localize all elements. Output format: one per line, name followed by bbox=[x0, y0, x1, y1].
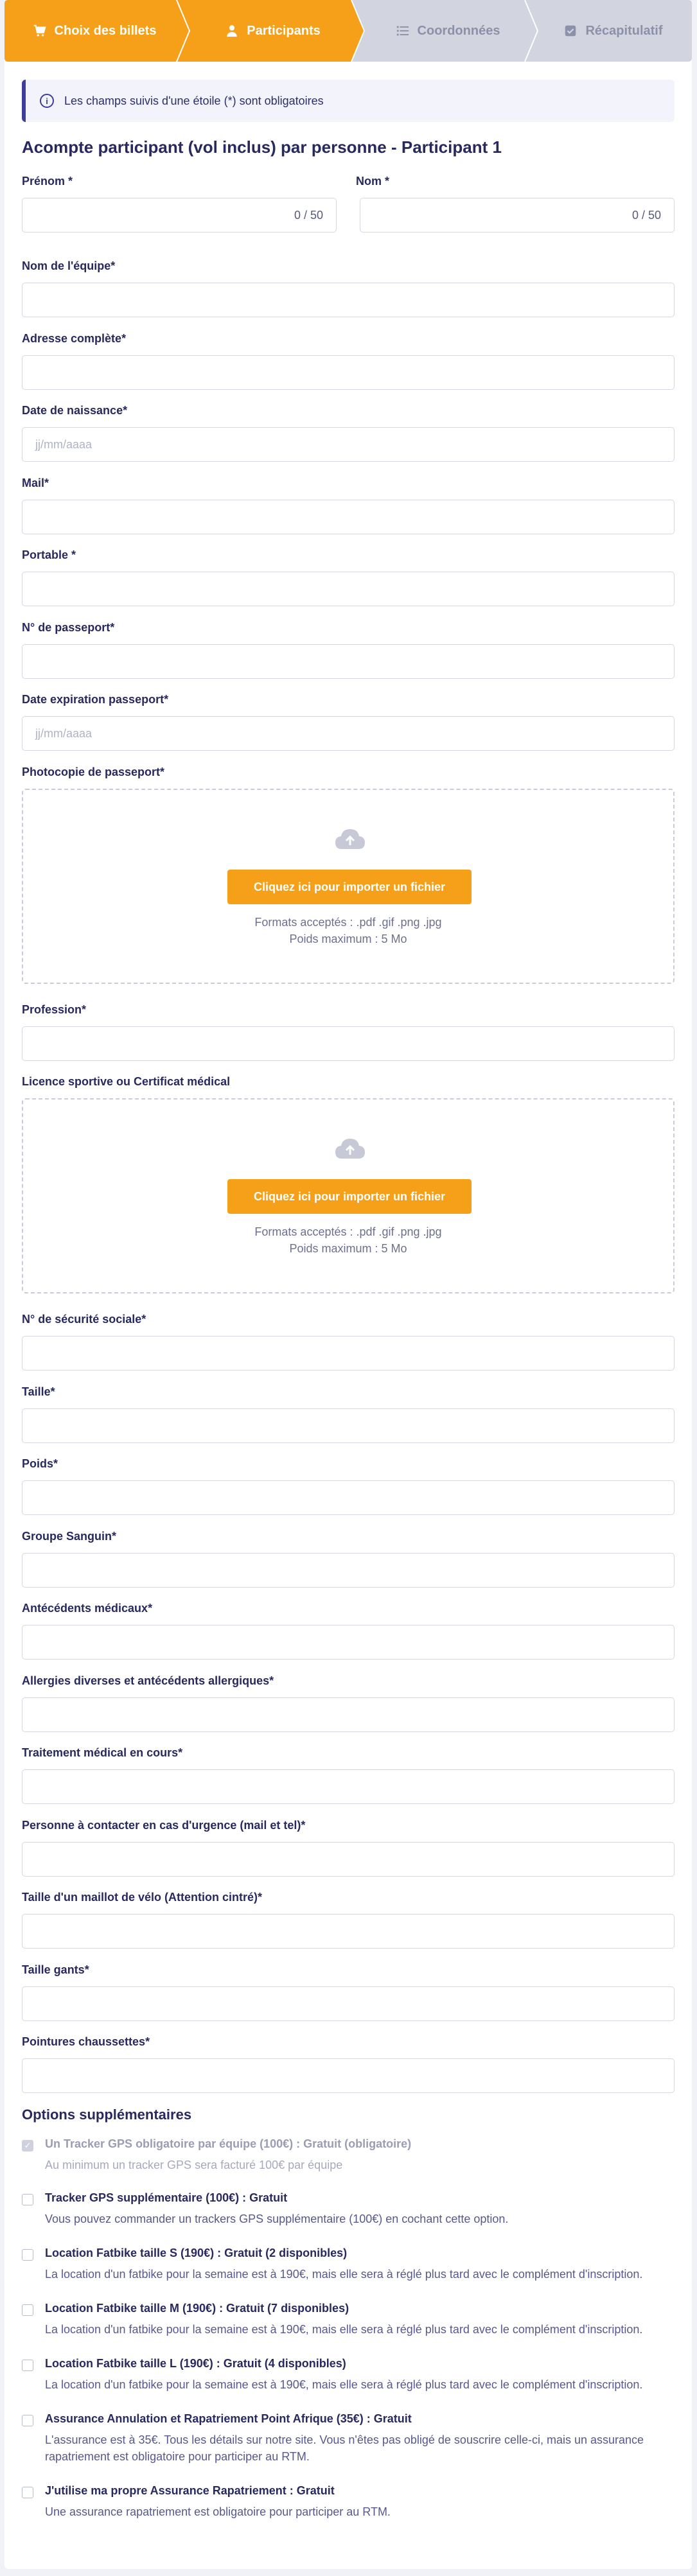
jersey-size-label: Taille d'un maillot de vélo (Attention cintré)* bbox=[22, 1891, 262, 1904]
form-card bbox=[4, 0, 692, 2569]
team-name-label: Nom de l'équipe* bbox=[22, 259, 116, 272]
team-name-input[interactable] bbox=[22, 283, 675, 317]
blood-group-label: Groupe Sanguin* bbox=[22, 1530, 117, 1543]
medical-history-input[interactable] bbox=[22, 1625, 675, 1660]
step-label: Choix des billets bbox=[54, 23, 157, 38]
passport-number-input[interactable] bbox=[22, 644, 675, 679]
option-description: La location d'un fatbike pour la semaine est à 190€, mais elle sera à réglé plus tard avec le complément d'inscription. bbox=[45, 2378, 643, 2391]
allergies-label: Allergies diverses et antécédents allergiques* bbox=[22, 1674, 274, 1687]
birthdate-label: Date de naissance* bbox=[22, 404, 128, 417]
cloud-upload-icon bbox=[334, 826, 366, 852]
passport-upload-formats: Formats acceptés : .pdf .gif .png .jpg bbox=[254, 916, 442, 929]
step-label: Récapitulatif bbox=[585, 23, 663, 38]
option-title: Tracker GPS supplémentaire (100€) : Gratuit bbox=[45, 2191, 288, 2204]
mobile-input[interactable] bbox=[22, 572, 675, 606]
step-coordonnees[interactable] bbox=[361, 0, 534, 62]
glove-size-input[interactable] bbox=[22, 1986, 675, 2021]
address-label: Adresse complète* bbox=[22, 332, 127, 345]
step-participants[interactable] bbox=[184, 0, 361, 62]
last-name-input[interactable] bbox=[360, 198, 675, 232]
first-name-label: Prénom * bbox=[22, 175, 73, 188]
last-name-label: Nom * bbox=[356, 175, 390, 188]
option-title: Location Fatbike taille L (190€) : Gratuit (4 disponibles) bbox=[45, 2357, 346, 2370]
required-notice-text: Les champs suivis d'une étoile (*) sont obligatoires bbox=[64, 94, 324, 107]
birthdate-input[interactable] bbox=[22, 427, 675, 462]
step-label: Participants bbox=[247, 23, 321, 38]
emergency-contact-input[interactable] bbox=[22, 1842, 675, 1877]
passport-expiry-label: Date expiration passeport* bbox=[22, 693, 169, 706]
social-security-input[interactable] bbox=[22, 1336, 675, 1371]
step-choix-des-billets[interactable] bbox=[4, 0, 184, 62]
blood-group-input[interactable] bbox=[22, 1553, 675, 1588]
option-checkbox[interactable] bbox=[22, 2194, 33, 2205]
last-name-counter: 0 / 50 bbox=[631, 208, 661, 222]
height-input[interactable] bbox=[22, 1408, 675, 1443]
licence-upload-button[interactable]: Cliquez ici pour importer un fichier bbox=[227, 1179, 472, 1214]
option-checkbox[interactable] bbox=[22, 2487, 33, 2498]
address-input[interactable] bbox=[22, 355, 675, 390]
option-title: J'utilise ma propre Assurance Rapatriement : Gratuit bbox=[45, 2484, 335, 2497]
profession-input[interactable] bbox=[22, 1026, 675, 1061]
option-description: La location d'un fatbike pour la semaine est à 190€, mais elle sera à réglé plus tard avec le complément d'inscription. bbox=[45, 2323, 643, 2336]
mobile-label: Portable * bbox=[22, 548, 76, 561]
cloud-upload-icon bbox=[334, 1135, 366, 1161]
option-checkbox[interactable] bbox=[22, 2360, 33, 2371]
check-square-icon bbox=[563, 24, 578, 38]
sock-size-input[interactable] bbox=[22, 2058, 675, 2093]
option-checkbox[interactable] bbox=[22, 2249, 33, 2261]
step-recapitulatif[interactable] bbox=[534, 0, 692, 62]
allergies-input[interactable] bbox=[22, 1697, 675, 1732]
option-description: Au minimum un tracker GPS sera facturé 100€ par équipe bbox=[45, 2159, 343, 2171]
passport-upload-button[interactable]: Cliquez ici pour importer un fichier bbox=[227, 870, 472, 904]
licence-upload-formats: Formats acceptés : .pdf .gif .png .jpg bbox=[254, 1225, 442, 1238]
sock-size-label: Pointures chaussettes* bbox=[22, 2035, 150, 2048]
option-description: L'assurance est à 35€. Tous les détails sur notre site. Vous n'êtes pas obligé de souscrire celle-ci, mais un assurance rapatriement est obligatoire pour participer au RTM. bbox=[45, 2433, 644, 2463]
licence-upload-max: Poids maximum : 5 Mo bbox=[289, 1242, 407, 1255]
option-title: Assurance Annulation et Rapatriement Point Afrique (35€) : Gratuit bbox=[45, 2412, 412, 2425]
required-notice bbox=[22, 80, 675, 122]
stepper bbox=[4, 0, 692, 62]
passport-expiry-placeholder: jj/mm/aaaa bbox=[35, 726, 93, 740]
user-icon bbox=[225, 24, 239, 38]
birthdate-placeholder: jj/mm/aaaa bbox=[35, 437, 93, 451]
mail-label: Mail* bbox=[22, 477, 49, 489]
cart-icon bbox=[33, 24, 47, 38]
list-icon bbox=[396, 24, 410, 38]
passport-expiry-input[interactable] bbox=[22, 716, 675, 751]
jersey-size-input[interactable] bbox=[22, 1914, 675, 1949]
option-checkbox[interactable] bbox=[22, 2304, 33, 2316]
passport-number-label: N° de passeport* bbox=[22, 621, 115, 634]
weight-label: Poids* bbox=[22, 1457, 58, 1470]
emergency-contact-label: Personne à contacter en cas d'urgence (mail et tel)* bbox=[22, 1819, 306, 1832]
info-icon: i bbox=[40, 94, 54, 108]
mail-input[interactable] bbox=[22, 500, 675, 534]
option-checkbox: ✓ bbox=[22, 2140, 33, 2151]
option-description: La location d'un fatbike pour la semaine est à 190€, mais elle sera à réglé plus tard avec le complément d'inscription. bbox=[45, 2268, 643, 2281]
social-security-label: N° de sécurité sociale* bbox=[22, 1313, 146, 1326]
passport-upload-dropzone[interactable] bbox=[22, 789, 675, 984]
glove-size-label: Taille gants* bbox=[22, 1963, 89, 1976]
first-name-counter: 0 / 50 bbox=[294, 208, 323, 222]
first-name-input[interactable] bbox=[22, 198, 337, 232]
option-title: Location Fatbike taille S (190€) : Gratuit (2 disponibles) bbox=[45, 2247, 348, 2259]
passport-copy-label: Photocopie de passeport* bbox=[22, 766, 165, 778]
option-title: Location Fatbike taille M (190€) : Gratuit (7 disponibles) bbox=[45, 2302, 349, 2315]
options-title: Options supplémentaires bbox=[22, 2107, 192, 2123]
weight-input[interactable] bbox=[22, 1480, 675, 1515]
licence-label: Licence sportive ou Certificat médical bbox=[22, 1075, 231, 1088]
step-label: Coordonnées bbox=[417, 23, 500, 38]
option-title: Un Tracker GPS obligatoire par équipe (100€) : Gratuit (obligatoire) bbox=[45, 2137, 412, 2150]
option-description: Une assurance rapatriement est obligatoire pour participer au RTM. bbox=[45, 2505, 391, 2518]
height-label: Taille* bbox=[22, 1385, 55, 1398]
passport-upload-max: Poids maximum : 5 Mo bbox=[289, 933, 407, 945]
profession-label: Profession* bbox=[22, 1003, 87, 1016]
medical-history-label: Antécédents médicaux* bbox=[22, 1602, 153, 1615]
current-treatment-label: Traitement médical en cours* bbox=[22, 1746, 183, 1759]
licence-upload-dropzone[interactable] bbox=[22, 1098, 675, 1293]
option-description: Vous pouvez commander un trackers GPS supplémentaire (100€) en cochant cette option. bbox=[45, 2212, 509, 2225]
current-treatment-input[interactable] bbox=[22, 1769, 675, 1804]
option-checkbox[interactable] bbox=[22, 2415, 33, 2426]
participant-title: Acompte participant (vol inclus) par personne - Participant 1 bbox=[22, 137, 502, 157]
